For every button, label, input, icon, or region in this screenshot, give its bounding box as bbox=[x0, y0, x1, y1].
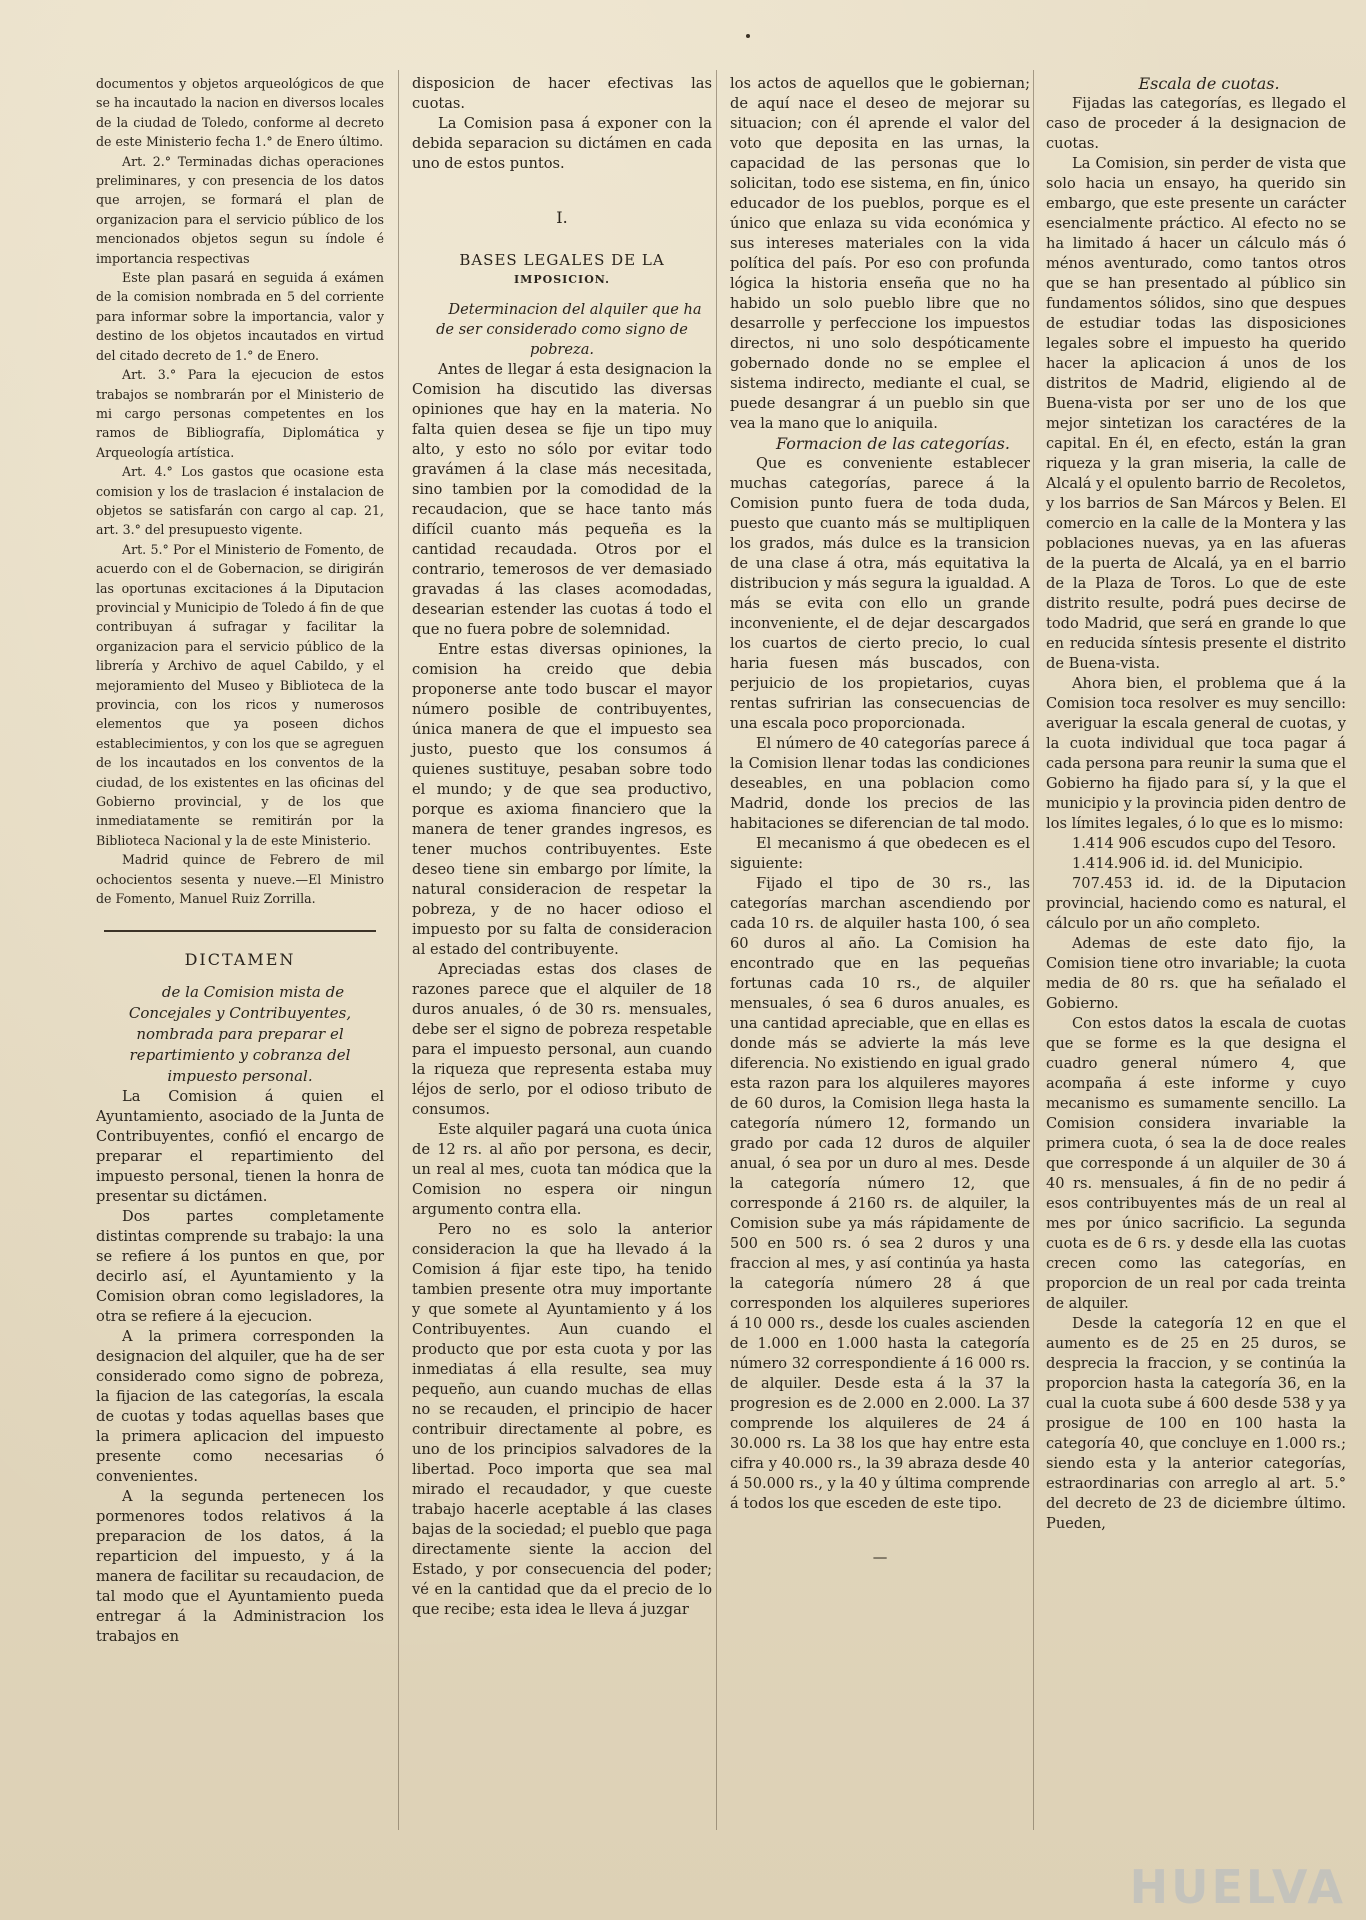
section-subheading: IMPOSICION. bbox=[514, 273, 610, 286]
paragraph: A la primera corresponden la designacion del alquiler, que ha de ser considerado como signo de pobreza, la fijacion de las categorías, la escala de cuotas y todas aquellas bases que la primera aplicacion del impuesto presente como necesarias ó convenientes. bbox=[96, 1327, 384, 1485]
paragraph: El número de 40 categorías parece á la Comision llenar todas las condiciones deseables, en una poblacion como Madrid, donde los precios de las habitaciones se diferencian de tal modo. bbox=[730, 735, 1030, 832]
paragraph: Que es conveniente establecer muchas categorías, parece á la Comision punto fuera de toda duda, puesto que cuanto más se multipliquen los grados, más dulce es la transicion de una clase á otra, más equitativa la distribucion y más segura la igualdad. A más se evita con ello un grande inconveniente, el de dejar descargados los cuartos de cierto precio, lo cual haria fuesen más buscados, con perjuicio de los propietarios, cuyas rentas sufririan las consecuencias de una escala poco proporcionada. bbox=[730, 455, 1030, 732]
paragraph: La Comision pasa á exponer con la debida separacion su dictámen en cada uno de estos puntos. bbox=[412, 115, 712, 172]
paragraph: Apreciadas estas dos clases de razones parece que el alquiler de 18 duros anuales, ó de 30 rs. mensuales, debe ser el signo de pobreza respetable para el impuesto personal, aun cuando la riqueza que representa estaba muy léjos de serlo, por el odioso tributo de consumos. bbox=[412, 961, 712, 1118]
column-4 bbox=[1046, 74, 1346, 1534]
amount-line: 1.414 906 escudos cupo del Tesoro. bbox=[1072, 835, 1337, 852]
signature-paragraph: Madrid quince de Febrero de mil ochocientos sesenta y nueve.—El Ministro de Fomento, Manuel Ruiz Zorrilla. bbox=[96, 852, 384, 907]
paragraph: Con estos datos la escala de cuotas que se forme es la que designa el cuadro general número 4, que acompaña á este informe y cuyo mecanismo es sumamente sencillo. La Comision considera invariable la primera cuota, ó sea la de doce reales que corresponde á un alquiler de 30 á 40 rs. mensuales, á fin de no pedir á esos contribuyentes más de un real al mes por único sacrificio. La segunda cuota es de 6 rs. y desde ella las cuotas crecen como las categorías, en proporcion de un real por cada treinta de alquiler. bbox=[1046, 1015, 1346, 1312]
paragraph: A la segunda pertenecen los pormenores todos relativos á la preparacion de los datos, á la reparticion del impuesto, y á la manera de facilitar su recaudacion, de tal modo que el Ayuntamiento pueda entregar á la Administracion los trabajos en bbox=[96, 1487, 384, 1645]
paragraph: Este plan pasará en seguida á exámen de la comision nombrada en 5 del corriente para informar sobre la importancia, valor y destino de los objetos incautados en virtud del citado decreto de 1.° de Enero. bbox=[96, 270, 384, 363]
column-divider bbox=[716, 70, 717, 1830]
paragraph: Art. 4.° Los gastos que ocasione esta comision y los de traslacion é instalacion de objetos se satisfarán con cargo al cap. 21, art. 3.° del presupuesto vigente. bbox=[96, 464, 384, 538]
paragraph: los actos de aquellos que le gobiernan; de aquí nace el deseo de mejorar su situacion; con él aprende el valor del voto que deposita en las urnas, la capacidad de las personas que lo solicitan, todo ese sistema, en fin, único educador de los pueblos, porque es el único que enlaza su vida económica y sus intereses materiales con la vida política del país. Por eso con profunda lógica la historia enseña que no ha habido un solo pueblo libre que no desarrolle y perfeccione los impuestos directos, ni uno solo despóticamente gobernado donde no se emplee el sistema indirecto, mediante el cual, se puede desangrar á un pueblo sin que vea la mano que lo aniquila. bbox=[730, 75, 1030, 432]
column-3 bbox=[730, 74, 1030, 1568]
paragraph: La Comision á quien el Ayuntamiento, asociado de la Junta de Contribuyentes, confió el encargo de preparar el repartimiento del impuesto personal, tienen la honra de presentar su dictámen. bbox=[96, 1087, 384, 1205]
paragraph: Pero no es solo la anterior consideracion la que ha llevado á la Comision á fijar este tipo, ha tenido tambien presente otra muy importante y que somete al Ayuntamiento y á los Contribuyentes. Aun cuando el producto que por esta cuota y por las inmediatas á ella resulte, sea muy pequeño, aun cuando muchas de ellas no se recauden, el principio de hacer contribuir directamente al pobre, es uno de los principios salvadores de la libertad. Poco importa que sea mal mirado el recaudador, y que cueste trabajo hacerle aceptable á las clases bajas de la sociedad; el pueblo que paga directamente siente la accion del Estado, y por consecuencia del poder; vé en la cantidad que da el precio de lo que recibe; esta idea le lleva á juzgar bbox=[412, 1221, 712, 1618]
paragraph: Art. 3.° Para la ejecucion de estos trabajos se nombrarán por el Ministerio de mi cargo personas competentes en los ramos de Bibliografía, Diplomática y Arqueología artística. bbox=[96, 367, 384, 460]
italic-heading: Determinacion del alquiler que ha de ser considerado como signo de pobreza. bbox=[436, 301, 702, 358]
archive-watermark: HUELVA bbox=[1129, 1860, 1346, 1914]
paragraph: Dos partes completamente distintas comprende su trabajo: la una se refiere á los puntos en que, por decirlo así, el Ayuntamiento y la Comision obran como legisladores, la otra se refiere á la ejecucion. bbox=[96, 1207, 384, 1325]
column-2 bbox=[412, 74, 712, 1620]
dictamen-subtitle: de la Comision mista de Concejales y Contribuyentes, nombrada para preparar el repartimiento y cobranza del impuesto personal. bbox=[128, 982, 352, 1085]
paragraph: Fijado el tipo de 30 rs., las categorías marchan ascendiendo por cada 10 rs. de alquiler hasta 100, ó sea 60 duros al año. La Comision ha encontrado que en las pequeñas fortunas cada 10 rs., de alquiler mensuales, ó sea 6 duros anuales, es una cantidad apreciable, que en ellas es donde más se advierte la más leve diferencia. No existiendo en igual grado esta razon para los alquileres mayores de 60 duros, la Comision llega hasta la categoría número 12, formando un grado por cada 12 duros de alquiler anual, ó sea por un duro al mes. Desde la categoría número 12, que corresponde á 2160 rs. de alquiler, la Comision sube ya más rápidamente de 500 en 500 rs. ó sea 2 duros y una fraccion al mes, y así continúa ya hasta la categoría número 28 á que corresponden los alquileres superiores á 10 000 rs., desde los cuales ascienden de 1.000 en 1.000 hasta la categoría número 32 correspondiente á 16 000 rs. de alquiler. Desde esta á la 37 la progresion es de 2.000 en 2.000. La 37 comprende los alquileres de 24 á 30.000 rs. La 38 los que hay entre esta cifra y 40.000 rs., la 39 abraza desde 40 á 50.000 rs., y la 40 y última comprende á todos los que esceden de este tipo. bbox=[730, 875, 1030, 1512]
paragraph: Antes de llegar á esta designacion la Comision ha discutido las diversas opiniones que hay en la materia. No falta quien desea se fije un tipo muy alto, y esto no sólo por evitar todo gravámen á la clase más necesitada, sino tambien por la comodidad de la recaudacion, que se hace tanto más difícil cuanto más pequeña es la cantidad recaudada. Otros por el contrario, temerosos de ver demasiado gravadas á las clases acomodadas, desearian estender las cuotas á todo el que no fuera pobre de solemnidad. bbox=[412, 361, 712, 638]
paragraph: Art. 5.° Por el Ministerio de Fomento, de acuerdo con el de Gobernacion, se dirigirán las oportunas excitaciones á la Diputacion provincial y Municipio de Toledo á fin de que contribuyan á sufragar y facilitar la organizacion para el servicio público de la librería y Archivo de aquel Cabildo, y el mejoramiento del Museo y Biblioteca de la provincia, con los ricos y numerosos elementos que ya poseen dichos establecimientos, y con los que se agreguen de los incautados en los conventos de la ciudad, de los existentes en las oficinas del Gobierno provincial, y de los que inmediatamente se remitirán por la Biblioteca Nacional y la de este Ministerio. bbox=[96, 541, 384, 848]
end-mark: — bbox=[872, 1549, 888, 1566]
paragraph: Ahora bien, el problema que á la Comision toca resolver es muy sencillo: averiguar la escala general de cuotas, y la cuota individual que toca pagar á cada persona para reunir la suma que el Gobierno ha fijado para sí, y la que el municipio y la provincia piden dentro de los límites legales, ó lo que es lo mismo: bbox=[1046, 675, 1346, 832]
paragraph: La Comision, sin perder de vista que solo hacia un ensayo, ha querido sin embargo, que este presente un carácter esencialmente práctico. Al efecto no se ha limitado á hacer un cálculo más ó ménos aventurado, como tantos otros que se han presentado al público sin fundamentos sólidos, sino que despues de estudiar todas las disposiciones legales sobre el impuesto ha querido hacer la aplicacion á unos de los distritos de Madrid, eligiendo al de Buena-vista por ser uno de los que mejor sintetizan los caractéres de la capital. En él, en efecto, están la gran riqueza y la gran miseria, la calle de Alcalá y el opulento barrio de Recoletos, y los barrios de San Márcos y Belen. El comercio en la calle de la Montera y las poblaciones nuevas, ya en las afueras de la puerta de Alcalá, ya en el barrio de la Plaza de Toros. Lo que de este distrito resulte, podrá pues decirse de todo Madrid, que será en grande lo que en reducida síntesis presente el distrito de Buena-vista. bbox=[1046, 155, 1346, 672]
column-divider bbox=[1033, 70, 1034, 1830]
paragraph: Fijadas las categorías, es llegado el caso de proceder á la designacion de cuotas. bbox=[1046, 95, 1346, 152]
amount-line: 707.453 id. id. de la Diputacion provincial, haciendo como es natural, el cálculo por un año completo. bbox=[1046, 875, 1346, 932]
dictamen-title: DICTAMEN bbox=[184, 950, 296, 970]
column-divider bbox=[398, 70, 399, 1830]
top-dot bbox=[746, 34, 750, 38]
paragraph: Entre estas diversas opiniones, la comision ha creido que debia proponerse ante todo buscar el mayor número posible de contribuyentes, única manera de que el impuesto sea justo, puesto que los consumos á quienes sustituye, pesaban sobre todo el mundo; y de que sea productivo, porque es axioma financiero que la manera de tener grandes ingresos, es tener muchos contribuyentes. Este deseo tiene sin embargo por límite, la natural consideracion de respetar la pobreza, y de no hacer odioso el impuesto por su falta de consideracion al estado del contribuyente. bbox=[412, 641, 712, 958]
paragraph: El mecanismo á que obedecen es el siguiente: bbox=[730, 835, 1030, 872]
paragraph: documentos y objetos arqueológicos de que se ha incautado la nacion en diversos locales de la ciudad de Toledo, conforme al decreto de este Ministerio fecha 1.° de Enero último. bbox=[96, 76, 384, 150]
amount-line: 1.414.906 id. id. del Municipio. bbox=[1072, 855, 1304, 872]
paragraph: Este alquiler pagará una cuota única de 12 rs. al año por persona, es decir, un real al mes, cuota tan módica que la Comision no espera oir ningun argumento contra ella. bbox=[412, 1121, 712, 1218]
section-heading: BASES LEGALES DE LA bbox=[459, 251, 665, 269]
section-rule bbox=[104, 930, 376, 932]
column-1 bbox=[96, 74, 384, 1647]
paragraph: Desde la categoría 12 en que el aumento es de 25 en 25 duros, se desprecia la fraccion, y se continúa la proporcion hasta la categoría 36, en la cual la cuota sube á 600 desde 538 y ya prosigue de 100 en 100 hasta la categoría 40, que concluye en 1.000 rs.; siendo esta y la anterior categorías, estraordinarias con arreglo al art. 5.° del decreto de 23 de diciembre último. Pueden, bbox=[1046, 1315, 1346, 1532]
italic-heading: Escala de cuotas. bbox=[1138, 74, 1280, 93]
paragraph: Ademas de este dato fijo, la Comision tiene otro invariable; la cuota media de 80 rs. que ha señalado el Gobierno. bbox=[1046, 935, 1346, 1012]
paragraph: disposicion de hacer efectivas las cuotas. bbox=[412, 75, 712, 112]
italic-heading: Formacion de las categorías. bbox=[776, 434, 1010, 453]
paragraph: Art. 2.° Terminadas dichas operaciones preliminares, y con presencia de los datos que arrojen, se formará el plan de organizacion para el servicio público de los mencionados objetos segun su índole é importancia respectivas bbox=[96, 153, 384, 266]
section-number: I. bbox=[556, 208, 568, 227]
